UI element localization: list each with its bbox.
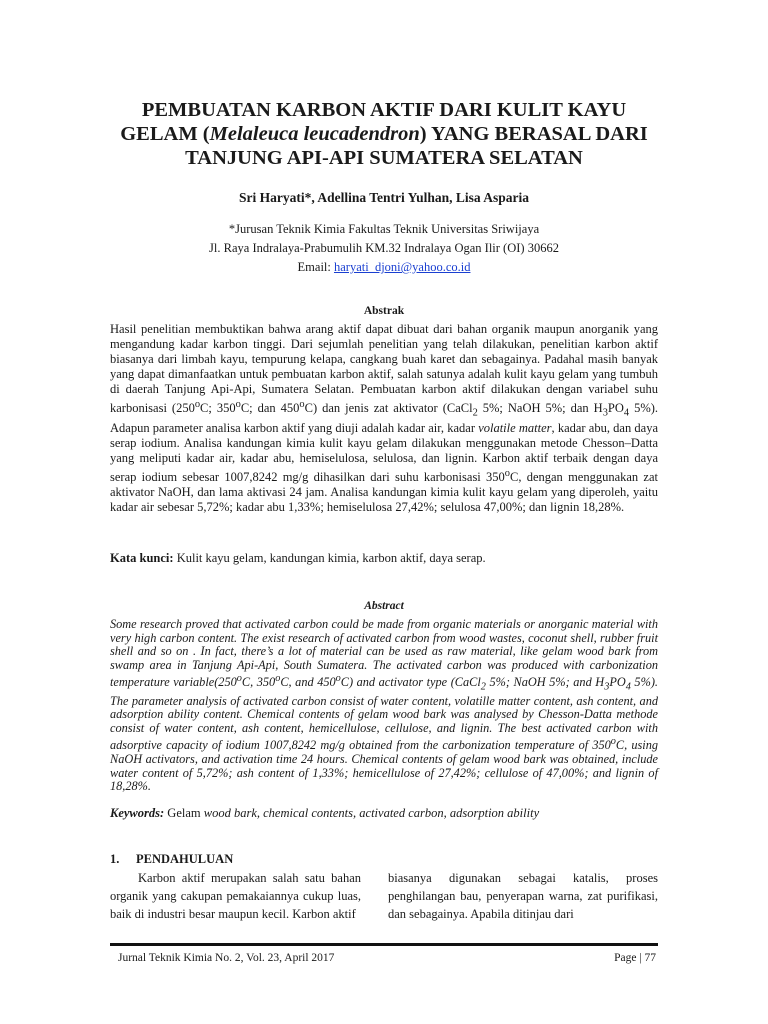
paper-title [100, 98, 668, 170]
affiliation-line-1: *Jurusan Teknik Kimia Fakultas Teknik Universitas Sriwijaya [228, 222, 540, 236]
body-left-column: Karbon aktif merupakan salah satu bahan organik yang cakupan pemakaiannya cukup luas, baik di industri besar maupun kecil. Karbon aktif [110, 871, 361, 921]
abstract-text: Some research proved that activated carbon could be made from organic materials or anorganic material with very high carbon content. The exist research of activated carbon from wood wastes, coconut shell, rubber fruit shell and so on . In fact, there’s a lot of material can be used as raw material, like gelam wood bark from swamp area in Tanjung Api-Api, South Sumatera. The activated carbon was produced with carbonization temperature variable(250$^o$C, 350$^o$C, and 450$^o$C) and activator type (CaCl$_2$ 5%; NaOH 5%; and $H_3PO_4$ 5%). The parameter analysis of activated carbon consist of water content, volatille matter content, ash content, and adsorption ability content. Chemical contents of gelam wood bark was analysed by Chesson-Datta methode consist of water content, ash content, hemicellulose, cellulose, and lignin. The best activated carbon with adsorptive capacity of iodium 1007,8242 mg/g obtained from the carbonization temperature of 350$^o$C, using NaOH activators, and activation time 24 hours. Chemical contents of gelam wood bark was obtained, include water content of 5,72%; ash content of 1,33%; hemicellulose of 27,42%; cellulose of 47,00%; and lignin of 18,28%. [110, 617, 658, 794]
affiliation [100, 220, 668, 277]
abstrak-text: Hasil penelitian membuktikan bahwa arang aktif dapat dibuat dari bahan organik maupun anorganik yang mengandung kadar karbon tinggi. Dari sejumlah penelitian yang telah dilakukan, penelitian karbon aktif biasanya dari limbah kayu, tempurung kelapa, cangkang buah karet dan sebagainya. Padahal masih banyak yang dapat dimanfaatkan untuk pembuatan karbon aktif, salah satunya adalah kulit kayu gelam yang tumbuh di daerah Tanjung Api-Api, Sumatera Selatan. Pembuatan karbon aktif dilakukan dengan variabel suhu karbonisasi (250$^o$C; 350$^o$C; dan 450$^o$C) dan jenis zat aktivator (CaCl$_2$ 5%; NaOH 5%; dan $H_3PO_4$ 5%). Adapun parameter analisa karbon aktif yang diuji adalah kadar air, kadar volatile matter, kadar abu, dan daya serap iodium. Analisa kandungan kimia kulit kayu gelam dilakukan menggunakan metode Chesson–Datta yang meliputi kadar air, kadar abu, hemiselulosa, selulosa, dan lignin. Karbon aktif terbaik dengan daya serap iodium sebesar 1007,8242 mg/g dihasilkan dari suhu karbonisasi 350$^o$C, dengan menggunakan zat aktivator NaOH, dan lama aktivasi 24 jam. Analisa kandungan kimia kulit kayu gelam yang diperoleh, yaitu kadar air sebesar 5,72%; kadar abu 1,33%; hemiselulosa 27,42%; selulosa 47,00%; dan lignin 18,28%. [110, 322, 659, 514]
email-line: Email: haryati_djoni@yahoo.co.id [297, 260, 471, 274]
species-name: Melaleuca leucadendron [209, 123, 420, 145]
footer-journal: Jurnal Teknik Kimia No. 2, Vol. 23, April 2017 [118, 952, 335, 964]
title-line-2: GELAM (Melaleuca leucadendron) YANG BERASAL DARI [120, 123, 648, 145]
keywords: Keywords: Gelam wood bark, chemical contents, activated carbon, adsorption ability [110, 806, 540, 820]
body-right-column: biasanya digunakan sebagai katalis, proses penghilangan bau, penyerapan warna, zat purifikasi, dan sebagainya. Apabila ditinjau dari [388, 871, 658, 921]
email-link[interactable]: haryati_djoni@yahoo.co.id [333, 260, 471, 274]
section-number: 1. [110, 852, 120, 866]
section-title: PENDAHULUAN [136, 852, 234, 866]
authors: Sri Haryati*, Adellina Tentri Yulhan, Lisa Asparia [238, 190, 530, 205]
footer-rule [110, 943, 658, 946]
title-line-1: PEMBUATAN KARBON AKTIF DARI KULIT KAYU [141, 99, 627, 121]
section-heading [110, 852, 233, 867]
abstrak-heading: Abstrak [363, 305, 405, 317]
title-line-3: TANJUNG API-API SUMATERA SELATAN [185, 147, 583, 169]
abstract-heading: Abstract [364, 600, 404, 612]
kata-kunci: Kata kunci: Kulit kayu gelam, kandungan kimia, karbon aktif, daya serap. [110, 551, 486, 565]
affiliation-line-2: Jl. Raya Indralaya-Prabumulih KM.32 Indralaya Ogan Ilir (OI) 30662 [209, 241, 559, 255]
footer-page-number: Page | 77 [614, 952, 656, 964]
